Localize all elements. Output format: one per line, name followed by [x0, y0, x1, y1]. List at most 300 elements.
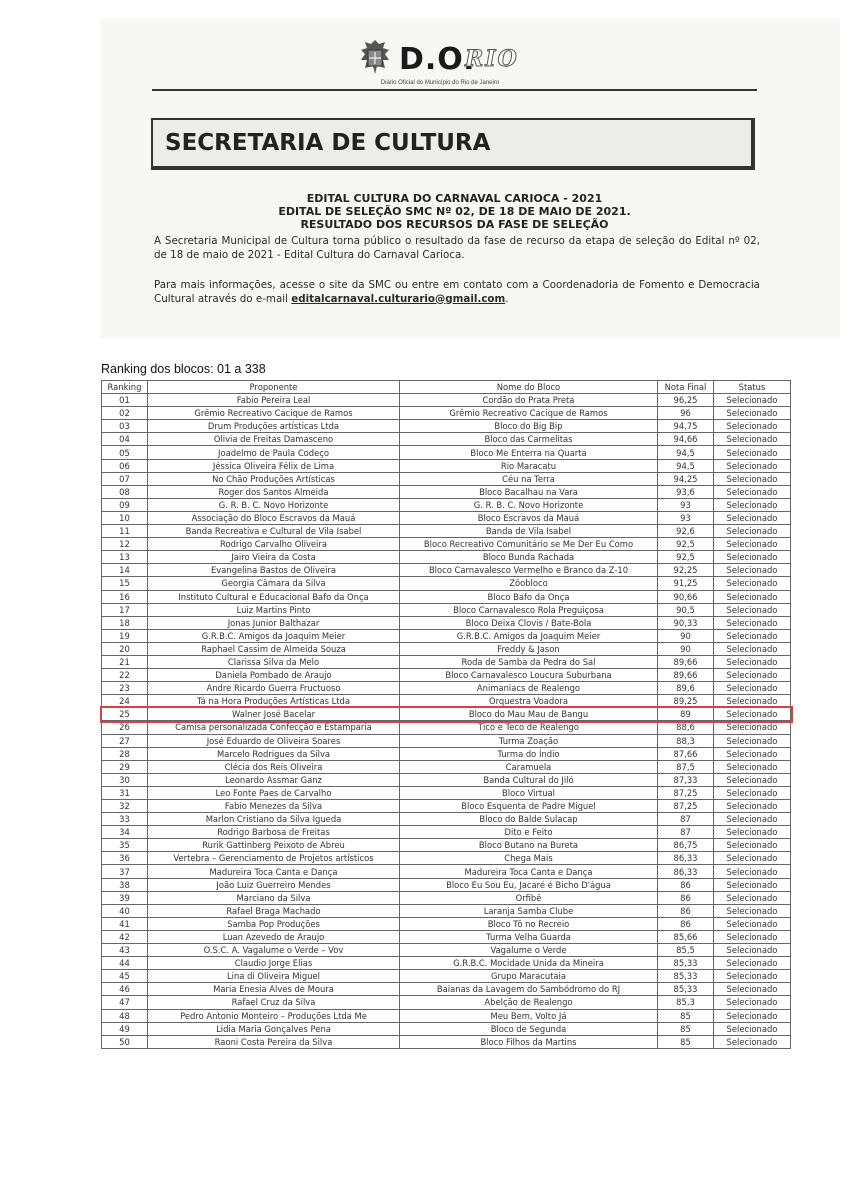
cell-ranking: 06: [102, 459, 148, 472]
table-row: [102, 446, 791, 459]
cell-nota-final: 94,5: [658, 459, 714, 472]
masthead-logo: D.O.: [399, 42, 476, 77]
cell-ranking: 03: [102, 420, 148, 433]
cell-nome-do-bloco: Baianas da Lavagem do Sambódromo do RJ: [400, 983, 658, 996]
table-row: [102, 878, 791, 891]
cell-ranking: 12: [102, 538, 148, 551]
table-body: [102, 394, 791, 1049]
cell-ranking: 18: [102, 616, 148, 629]
paragraph-announcement: A Secretaria Municipal de Cultura torna público o resultado da fase de recurso da etapa de seleção do Edital nº 02, de 18 de maio de 2021 - Edital Cultura do Carnaval Carioca.: [154, 235, 760, 261]
cell-status: Selecionado: [714, 891, 791, 904]
coat-of-arms-icon: [355, 38, 395, 78]
cell-ranking: 16: [102, 590, 148, 603]
cell-nome-do-bloco: Vagalume o Verde: [400, 944, 658, 957]
cell-status: Selecionado: [714, 1022, 791, 1035]
cell-status: Selecionado: [714, 865, 791, 878]
cell-proponente: Marlon Cristiano da Silva Igueda: [148, 813, 400, 826]
cell-status: Selecionado: [714, 394, 791, 407]
cell-nota-final: 86,33: [658, 852, 714, 865]
cell-status: Selecionado: [714, 564, 791, 577]
cell-proponente: Rafael Cruz da Silva: [148, 996, 400, 1009]
table-row: [102, 904, 791, 917]
section-title: SECRETARIA DE CULTURA: [165, 130, 491, 156]
table-row: [102, 682, 791, 695]
cell-nota-final: 85,33: [658, 970, 714, 983]
cell-ranking: 13: [102, 551, 148, 564]
cell-nome-do-bloco: Bloco Bafo da Onça: [400, 590, 658, 603]
table-row: [102, 891, 791, 904]
header-nome-do-bloco: Nome do Bloco: [400, 381, 658, 394]
cell-status: Selecionado: [714, 852, 791, 865]
cell-nota-final: 90: [658, 629, 714, 642]
cell-ranking: 38: [102, 878, 148, 891]
section-header-box: [151, 118, 755, 170]
cell-ranking: 29: [102, 760, 148, 773]
ranking-table: [101, 380, 791, 1049]
table-row: [102, 760, 791, 773]
cell-nota-final: 89,66: [658, 655, 714, 668]
cell-nome-do-bloco: Tico e Teco de Realengo: [400, 721, 658, 734]
table-row: [102, 485, 791, 498]
cell-ranking: 05: [102, 446, 148, 459]
cell-nome-do-bloco: Bloco Bunda Rachada: [400, 551, 658, 564]
cell-ranking: 10: [102, 511, 148, 524]
cell-status: Selecionado: [714, 669, 791, 682]
cell-nome-do-bloco: Zôobloco: [400, 577, 658, 590]
cell-ranking: 27: [102, 734, 148, 747]
cell-ranking: 09: [102, 498, 148, 511]
table-row: [102, 917, 791, 930]
cell-ranking: 32: [102, 800, 148, 813]
table-row: [102, 865, 791, 878]
cell-proponente: Georgia Câmara da Silva: [148, 577, 400, 590]
table-row: [102, 407, 791, 420]
cell-ranking: 23: [102, 682, 148, 695]
cell-nome-do-bloco: Madureira Toca Canta e Dança: [400, 865, 658, 878]
cell-nome-do-bloco: Banda de Vila Isabel: [400, 525, 658, 538]
masthead: [355, 34, 555, 84]
cell-proponente: Daniela Pombado de Araujo: [148, 669, 400, 682]
cell-nome-do-bloco: Turma Zoação: [400, 734, 658, 747]
edital-heading: [152, 192, 757, 231]
cell-ranking: 26: [102, 721, 148, 734]
cell-proponente: Marciano da Silva: [148, 891, 400, 904]
cell-ranking: 49: [102, 1022, 148, 1035]
cell-nota-final: 94,75: [658, 420, 714, 433]
table-row: [102, 930, 791, 943]
cell-nome-do-bloco: Rio Maracatu: [400, 459, 658, 472]
table-row: [102, 511, 791, 524]
cell-ranking: 21: [102, 655, 148, 668]
cell-nota-final: 96,25: [658, 394, 714, 407]
cell-proponente: João Luiz Guerreiro Mendes: [148, 878, 400, 891]
cell-nota-final: 93: [658, 511, 714, 524]
masthead-subtitle: Diário Oficial do Município do Rio de Janeiro: [380, 80, 500, 86]
table-row: [102, 983, 791, 996]
table-row: [102, 773, 791, 786]
cell-proponente: Tá na Hora Produções Artísticas Ltda: [148, 695, 400, 708]
table-row: [102, 957, 791, 970]
cell-proponente: Clarissa Silva da Melo: [148, 655, 400, 668]
cell-ranking: 44: [102, 957, 148, 970]
cell-nota-final: 87,25: [658, 800, 714, 813]
cell-ranking: 01: [102, 394, 148, 407]
table-row: [102, 577, 791, 590]
cell-proponente: Maria Enesia Alves de Moura: [148, 983, 400, 996]
cell-proponente: Marcelo Rodrigues da Silva: [148, 747, 400, 760]
cell-nome-do-bloco: Bloco do Mau Mau de Bangu: [400, 708, 658, 721]
cell-proponente: Luiz Martins Pinto: [148, 603, 400, 616]
table-row: [102, 852, 791, 865]
contact-email-link[interactable]: editalcarnaval.culturario@gmail.com: [291, 292, 506, 305]
cell-status: Selecionado: [714, 695, 791, 708]
cell-ranking: 39: [102, 891, 148, 904]
cell-nome-do-bloco: Turma do Índio: [400, 747, 658, 760]
cell-nota-final: 89: [658, 708, 714, 721]
cell-status: Selecionado: [714, 629, 791, 642]
cell-nota-final: 87,5: [658, 760, 714, 773]
cell-proponente: Fabio Pereira Leal: [148, 394, 400, 407]
cell-nota-final: 85,3: [658, 996, 714, 1009]
cell-nota-final: 89,6: [658, 682, 714, 695]
cell-ranking: 07: [102, 472, 148, 485]
cell-status: Selecionado: [714, 983, 791, 996]
cell-ranking: 24: [102, 695, 148, 708]
cell-nome-do-bloco: Turma Velha Guarda: [400, 930, 658, 943]
cell-nota-final: 86: [658, 891, 714, 904]
cell-status: Selecionado: [714, 944, 791, 957]
cell-nome-do-bloco: Grêmio Recreativo Cacique de Ramos: [400, 407, 658, 420]
cell-status: Selecionado: [714, 485, 791, 498]
cell-status: Selecionado: [714, 616, 791, 629]
cell-ranking: 33: [102, 813, 148, 826]
cell-status: Selecionado: [714, 786, 791, 799]
cell-nome-do-bloco: Bloco do Big Bip: [400, 420, 658, 433]
cell-proponente: Andre Ricardo Guerra Fructuoso: [148, 682, 400, 695]
cell-ranking: 43: [102, 944, 148, 957]
cell-status: Selecionado: [714, 773, 791, 786]
cell-proponente: Jéssica Oliveira Félix de Lima: [148, 459, 400, 472]
cell-nome-do-bloco: Bloco Carnavalesco Rola Preguiçosa: [400, 603, 658, 616]
cell-proponente: Leo Fonte Paes de Carvalho: [148, 786, 400, 799]
header-nota-final: Nota Final: [658, 381, 714, 394]
cell-proponente: Samba Pop Produções: [148, 917, 400, 930]
table-row: [102, 800, 791, 813]
table-row: [102, 394, 791, 407]
cell-proponente: Lidia Maria Gonçalves Pena: [148, 1022, 400, 1035]
cell-nota-final: 90: [658, 642, 714, 655]
cell-status: Selecionado: [714, 407, 791, 420]
table-row: [102, 1022, 791, 1035]
cell-ranking: 28: [102, 747, 148, 760]
cell-ranking: 25: [102, 708, 148, 721]
cell-nota-final: 91,25: [658, 577, 714, 590]
cell-ranking: 48: [102, 1009, 148, 1022]
cell-nome-do-bloco: Roda de Samba da Pedra do Sal: [400, 655, 658, 668]
cell-nota-final: 88,6: [658, 721, 714, 734]
table-row: [102, 826, 791, 839]
header-divider: [152, 89, 757, 91]
table-row: [102, 708, 791, 721]
header-ranking: Ranking: [102, 381, 148, 394]
cell-status: Selecionado: [714, 878, 791, 891]
cell-nome-do-bloco: Meu Bem, Volto Já: [400, 1009, 658, 1022]
table-row: [102, 629, 791, 642]
cell-nome-do-bloco: Bloco Esquenta de Padre Miguel: [400, 800, 658, 813]
cell-ranking: 37: [102, 865, 148, 878]
paragraph-contact: [154, 279, 760, 306]
cell-proponente: Camisa personalizada Confecção e Estamparia: [148, 721, 400, 734]
table-row: [102, 498, 791, 511]
contact-text-end: .: [505, 292, 509, 305]
cell-nome-do-bloco: Dito e Feito: [400, 826, 658, 839]
table-row: [102, 813, 791, 826]
cell-nota-final: 92,5: [658, 538, 714, 551]
cell-proponente: Luan Azevedo de Araujo: [148, 930, 400, 943]
cell-proponente: Raphael Cassim de Almeida Souza: [148, 642, 400, 655]
cell-nome-do-bloco: Bloco Escravos da Mauá: [400, 511, 658, 524]
cell-nota-final: 92,25: [658, 564, 714, 577]
cell-nota-final: 85: [658, 1009, 714, 1022]
cell-status: Selecionado: [714, 917, 791, 930]
cell-nome-do-bloco: Bloco das Carmelitas: [400, 433, 658, 446]
cell-nota-final: 85,5: [658, 944, 714, 957]
cell-proponente: Roger dos Santos Almeida: [148, 485, 400, 498]
cell-ranking: 45: [102, 970, 148, 983]
cell-status: Selecionado: [714, 682, 791, 695]
cell-nota-final: 86: [658, 917, 714, 930]
cell-ranking: 04: [102, 433, 148, 446]
cell-status: Selecionado: [714, 446, 791, 459]
cell-ranking: 14: [102, 564, 148, 577]
cell-nome-do-bloco: Bloco Tô no Recreio: [400, 917, 658, 930]
cell-nota-final: 85,33: [658, 957, 714, 970]
cell-nome-do-bloco: Bloco de Segunda: [400, 1022, 658, 1035]
cell-nome-do-bloco: Bloco Eu Sou Eu, Jacaré é Bicho D'água: [400, 878, 658, 891]
cell-nome-do-bloco: G.R.B.C. Amigos da Joaquim Meier: [400, 629, 658, 642]
table-row: [102, 564, 791, 577]
table-row: [102, 944, 791, 957]
cell-proponente: José Eduardo de Oliveira Soares: [148, 734, 400, 747]
cell-status: Selecionado: [714, 1009, 791, 1022]
table-row: [102, 655, 791, 668]
cell-ranking: 40: [102, 904, 148, 917]
cell-status: Selecionado: [714, 826, 791, 839]
cell-status: Selecionado: [714, 996, 791, 1009]
table-row: [102, 433, 791, 446]
table-row: [102, 1009, 791, 1022]
cell-ranking: 31: [102, 786, 148, 799]
cell-status: Selecionado: [714, 970, 791, 983]
cell-nota-final: 87: [658, 826, 714, 839]
cell-nota-final: 92,5: [658, 551, 714, 564]
cell-proponente: Drum Produções artísticas Ltda: [148, 420, 400, 433]
cell-nota-final: 85: [658, 1035, 714, 1048]
cell-nota-final: 87,66: [658, 747, 714, 760]
cell-nome-do-bloco: Banda Cultural do Jiló: [400, 773, 658, 786]
cell-proponente: Clécia dos Reis Oliveira: [148, 760, 400, 773]
cell-nota-final: 88,3: [658, 734, 714, 747]
cell-nota-final: 93,6: [658, 485, 714, 498]
table-row: [102, 669, 791, 682]
cell-status: Selecionado: [714, 459, 791, 472]
table-row: [102, 472, 791, 485]
cell-status: Selecionado: [714, 433, 791, 446]
cell-ranking: 08: [102, 485, 148, 498]
cell-proponente: Leonardo Assmar Ganz: [148, 773, 400, 786]
cell-status: Selecionado: [714, 813, 791, 826]
edital-line-2: EDITAL DE SELEÇÃO SMC Nº 02, DE 18 DE MAIO DE 2021.: [278, 205, 631, 218]
cell-status: Selecionado: [714, 577, 791, 590]
cell-status: Selecionado: [714, 420, 791, 433]
masthead-rio: RIO: [465, 46, 519, 72]
cell-ranking: 22: [102, 669, 148, 682]
edital-line-3: RESULTADO DOS RECURSOS DA FASE DE SELEÇÃO: [300, 218, 609, 231]
cell-ranking: 20: [102, 642, 148, 655]
table-row: [102, 420, 791, 433]
cell-nota-final: 94,66: [658, 433, 714, 446]
cell-nota-final: 90,5: [658, 603, 714, 616]
cell-nota-final: 85: [658, 1022, 714, 1035]
cell-proponente: Jonas Junior Balthazar: [148, 616, 400, 629]
cell-proponente: No Chão Produções Artísticas: [148, 472, 400, 485]
cell-proponente: Pedro Antonio Monteiro – Produções Ltda Me: [148, 1009, 400, 1022]
table-row: [102, 721, 791, 734]
table-row: [102, 525, 791, 538]
cell-ranking: 42: [102, 930, 148, 943]
cell-nome-do-bloco: Bloco Carnavalesco Loucura Suburbana: [400, 669, 658, 682]
table-row: [102, 616, 791, 629]
cell-nome-do-bloco: Grupo Maracutaia: [400, 970, 658, 983]
cell-ranking: 15: [102, 577, 148, 590]
cell-nome-do-bloco: Bloco Butano na Bureta: [400, 839, 658, 852]
cell-nome-do-bloco: Chega Mais: [400, 852, 658, 865]
cell-proponente: Joadelmo de Paula Codeço: [148, 446, 400, 459]
table-row: [102, 996, 791, 1009]
cell-ranking: 17: [102, 603, 148, 616]
cell-nota-final: 89,66: [658, 669, 714, 682]
cell-nota-final: 85,33: [658, 983, 714, 996]
cell-ranking: 46: [102, 983, 148, 996]
cell-nome-do-bloco: Cordão do Prata Preta: [400, 394, 658, 407]
table-row: [102, 538, 791, 551]
cell-ranking: 35: [102, 839, 148, 852]
cell-status: Selecionado: [714, 538, 791, 551]
cell-proponente: Associação do Bloco Escravos da Mauá: [148, 511, 400, 524]
cell-nota-final: 85,66: [658, 930, 714, 943]
table-row: [102, 786, 791, 799]
cell-nota-final: 96: [658, 407, 714, 420]
table-row: [102, 590, 791, 603]
cell-nota-final: 90,66: [658, 590, 714, 603]
cell-proponente: Instituto Cultural e Educacional Bafo da Onça: [148, 590, 400, 603]
cell-proponente: Rodrigo Carvalho Oliveira: [148, 538, 400, 551]
cell-nota-final: 94,5: [658, 446, 714, 459]
cell-proponente: Evangelina Bastos de Oliveira: [148, 564, 400, 577]
cell-nota-final: 86: [658, 904, 714, 917]
cell-nome-do-bloco: Bloco Bacalhau na Vara: [400, 485, 658, 498]
cell-proponente: Lina di Oliveira Miguel: [148, 970, 400, 983]
cell-nome-do-bloco: Animaniacs de Realengo: [400, 682, 658, 695]
ranking-caption: Ranking dos blocos: 01 a 338: [101, 362, 266, 376]
cell-nome-do-bloco: Caramuela: [400, 760, 658, 773]
header-proponente: Proponente: [148, 381, 400, 394]
cell-status: Selecionado: [714, 721, 791, 734]
table-row: [102, 551, 791, 564]
cell-proponente: Raoni Costa Pereira da Silva: [148, 1035, 400, 1048]
table-row: [102, 970, 791, 983]
cell-nome-do-bloco: Abelção de Realengo: [400, 996, 658, 1009]
edital-line-1: EDITAL CULTURA DO CARNAVAL CARIOCA - 2021: [306, 192, 603, 205]
table-row: [102, 459, 791, 472]
cell-nota-final: 87: [658, 813, 714, 826]
cell-nome-do-bloco: Bloco Filhos da Martins: [400, 1035, 658, 1048]
cell-ranking: 02: [102, 407, 148, 420]
cell-proponente: Claudio Jorge Elias: [148, 957, 400, 970]
cell-nome-do-bloco: Bloco Me Enterra na Quarta: [400, 446, 658, 459]
cell-proponente: Banda Recreativa e Cultural de Vila Isabel: [148, 525, 400, 538]
cell-status: Selecionado: [714, 472, 791, 485]
cell-status: Selecionado: [714, 525, 791, 538]
cell-status: Selecionado: [714, 498, 791, 511]
cell-ranking: 41: [102, 917, 148, 930]
cell-nome-do-bloco: Bloco Deixa Clovis / Bate-Bola: [400, 616, 658, 629]
cell-proponente: Rafael Braga Machado: [148, 904, 400, 917]
cell-nome-do-bloco: Bloco do Balde Sulacap: [400, 813, 658, 826]
cell-nome-do-bloco: Orquestra Voadora: [400, 695, 658, 708]
cell-proponente: Rurik Gattinberg Peixoto de Abreu: [148, 839, 400, 852]
cell-ranking: 19: [102, 629, 148, 642]
cell-proponente: Vertebra – Gerenciamento de Projetos artísticos: [148, 852, 400, 865]
cell-status: Selecionado: [714, 760, 791, 773]
cell-proponente: Madureira Toca Canta e Dança: [148, 865, 400, 878]
cell-status: Selecionado: [714, 603, 791, 616]
cell-nome-do-bloco: Céu na Terra: [400, 472, 658, 485]
cell-ranking: 11: [102, 525, 148, 538]
cell-nome-do-bloco: Laranja Samba Clube: [400, 904, 658, 917]
cell-nota-final: 86,75: [658, 839, 714, 852]
cell-status: Selecionado: [714, 511, 791, 524]
cell-status: Selecionado: [714, 930, 791, 943]
cell-nome-do-bloco: Orfibê: [400, 891, 658, 904]
cell-ranking: 50: [102, 1035, 148, 1048]
table-row: [102, 1035, 791, 1048]
cell-ranking: 34: [102, 826, 148, 839]
cell-status: Selecionado: [714, 747, 791, 760]
cell-nome-do-bloco: G.R.B.C. Mocidade Unida da Mineira: [400, 957, 658, 970]
cell-proponente: G.R.B.C. Amigos da Joaquim Meier: [148, 629, 400, 642]
table-row: [102, 747, 791, 760]
cell-status: Selecionado: [714, 800, 791, 813]
cell-status: Selecionado: [714, 734, 791, 747]
contact-text: Para mais informações, acesse o site da SMC ou entre em contato com a Coordenadoria de Fomento e Democracia Cultural através do e-mail: [154, 279, 760, 305]
table-row: [102, 695, 791, 708]
table-row: [102, 734, 791, 747]
cell-status: Selecionado: [714, 551, 791, 564]
cell-nota-final: 90,33: [658, 616, 714, 629]
cell-nota-final: 92,6: [658, 525, 714, 538]
cell-ranking: 30: [102, 773, 148, 786]
cell-nome-do-bloco: G. R. B. C. Novo Horizonte: [400, 498, 658, 511]
cell-proponente: G. R. B. C. Novo Horizonte: [148, 498, 400, 511]
cell-proponente: O.S.C. A. Vagalume o Verde – Vov: [148, 944, 400, 957]
cell-proponente: Jairo Vieira da Costa: [148, 551, 400, 564]
cell-status: Selecionado: [714, 642, 791, 655]
cell-nota-final: 87,25: [658, 786, 714, 799]
cell-nome-do-bloco: Bloco Recreativo Comunitário se Me Der Eu Como: [400, 538, 658, 551]
cell-nota-final: 93: [658, 498, 714, 511]
cell-ranking: 47: [102, 996, 148, 1009]
